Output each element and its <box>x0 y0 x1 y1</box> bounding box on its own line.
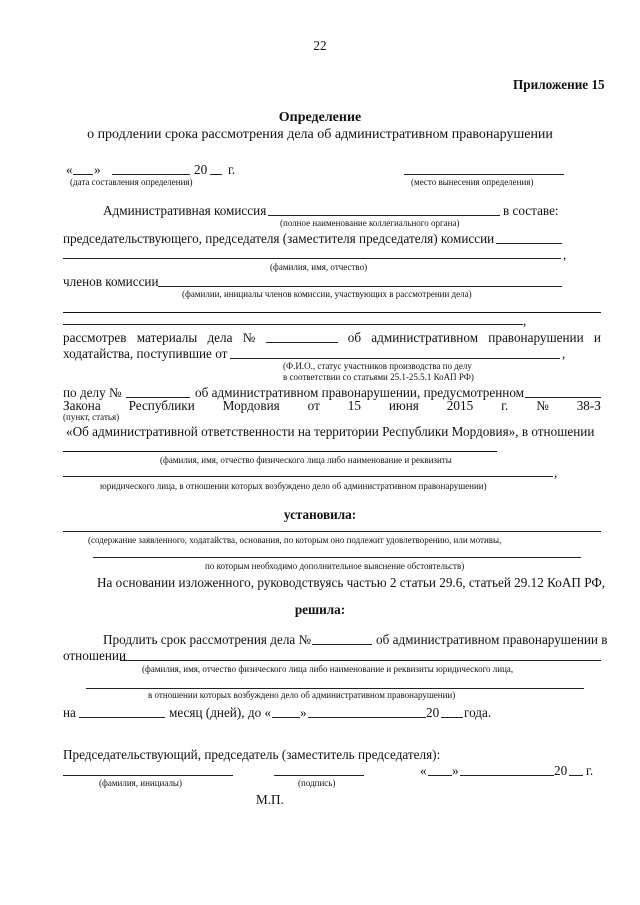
members-label: членов комиссии <box>63 274 159 289</box>
term-mid: » <box>300 705 307 720</box>
extend-suffix: об административном правонарушении в <box>376 632 608 647</box>
petitions-label: ходатайства, поступившие от <box>63 346 228 361</box>
regarding-line[interactable] <box>120 660 601 661</box>
point-caption: (пункт, статья) <box>63 412 120 422</box>
signature-sign-line[interactable] <box>274 775 364 776</box>
year-prefix: 20 <box>194 162 208 177</box>
sig-quote-open: « <box>420 763 427 778</box>
members-line-3[interactable] <box>63 324 523 325</box>
person-line-2[interactable] <box>63 476 553 477</box>
decided-heading: решила: <box>294 602 346 617</box>
place-line[interactable] <box>404 174 564 175</box>
quote-close: » <box>94 162 101 177</box>
term-year-line[interactable] <box>441 717 463 718</box>
term-year: 20 <box>426 705 440 720</box>
members-line-2[interactable] <box>63 312 601 313</box>
basis-text: На основании изложенного, руководствуясь частью 2 статьи 29.6, статьей 29.12 КоАП РФ, <box>97 575 606 590</box>
chair-label: председательствующего, председателя (заместителя председателя) комиссии <box>63 231 495 246</box>
established-heading: установила: <box>283 507 357 522</box>
established-caption-2: по которым необходимо дополнительное выяснение обстоятельств) <box>205 561 465 571</box>
signature-name-caption: (фамилия, инициалы) <box>99 778 182 788</box>
petitions-comma: , <box>562 346 566 361</box>
sig-quote-close: » <box>452 763 459 778</box>
date-caption: (дата составления определения) <box>70 177 193 187</box>
signature-sign-caption: (подпись) <box>298 778 336 788</box>
case-number-line[interactable] <box>266 330 338 343</box>
term-year-suffix: года. <box>464 705 492 720</box>
established-caption-1: (содержание заявленного, ходатайства, основания, по которым оно подлежит удовлетворению, или мотивы, <box>88 535 502 545</box>
stamp-label: М.П. <box>256 792 284 807</box>
sig-year-suffix: г. <box>586 763 594 778</box>
petitions-line[interactable] <box>230 358 560 359</box>
status-caption-2: в соответствии со статьями 25.1-25.5.1 КоАП РФ) <box>283 372 474 382</box>
appendix-label: Приложение 15 <box>513 77 605 92</box>
case-prefix: по делу № <box>63 385 122 400</box>
legal-caption: юридического лица, в отношении которых возбуждено дело об административном правонарушении) <box>100 481 487 491</box>
sig-year: 20 <box>554 763 568 778</box>
year-suffix: г. <box>228 162 236 177</box>
established-line-2[interactable] <box>93 557 581 558</box>
commission-name-line[interactable] <box>268 215 500 216</box>
law-title: «Об административной ответственности на территории Республики Мордовия», в отношении <box>66 424 595 439</box>
decided-person-caption: (фамилия, имя, отчество физического лица либо наименование и реквизиты юридического лица, <box>142 664 514 674</box>
quote-open: « <box>66 162 73 177</box>
members-caption: (фамилии, инициалы членов комиссии, участвующих в рассмотрении дела) <box>182 289 472 299</box>
members-comma: , <box>523 313 527 328</box>
extend-prefix: Продлить срок рассмотрения дела № <box>103 632 312 647</box>
place-caption: (место вынесения определения) <box>411 177 534 187</box>
commission-suffix: в составе: <box>503 203 559 218</box>
case-mid: об административном правонарушении, предусмотренном <box>195 385 525 400</box>
year-line[interactable] <box>210 174 222 175</box>
sig-year-line[interactable] <box>569 775 583 776</box>
status-caption-1: (Ф.И.О., статус участников производства по делу <box>283 361 472 371</box>
decided-legal-caption: в отношении которых возбуждено дело об административном правонарушении) <box>148 690 456 700</box>
person-line-1[interactable] <box>63 451 497 452</box>
decided-line-2[interactable] <box>86 688 584 689</box>
chair-line-2[interactable] <box>63 258 561 259</box>
signature-label: Председательствующий, председатель (заместитель председателя): <box>63 747 441 762</box>
document-subtitle: о продлении срока рассмотрения дела об административном правонарушении <box>87 127 553 142</box>
term-day-line[interactable] <box>272 717 300 718</box>
page-number: 22 <box>313 38 327 53</box>
document-title: Определение <box>278 110 362 125</box>
sig-month-line[interactable] <box>460 775 554 776</box>
term-month-line[interactable] <box>308 717 426 718</box>
month-line[interactable] <box>112 174 190 175</box>
chair-line-1[interactable] <box>496 243 562 244</box>
person-caption: (фамилия, имя, отчество физического лица либо наименование и реквизиты <box>160 455 452 465</box>
day-line[interactable] <box>73 174 93 175</box>
chair-comma: , <box>563 247 567 262</box>
regarding-label: отношении <box>63 648 127 663</box>
chair-caption: (фамилия, имя, отчество) <box>270 262 368 272</box>
commission-name-caption: (полное наименование коллегиального органа) <box>280 218 460 228</box>
term-for: на <box>63 705 76 720</box>
sig-day-line[interactable] <box>428 775 452 776</box>
review-line: рассмотрев материалы дела № об административном правонарушении и <box>63 330 601 345</box>
extend-case-line[interactable] <box>312 644 372 645</box>
term-count-line[interactable] <box>79 717 165 718</box>
person-comma: , <box>554 465 558 480</box>
members-line[interactable] <box>158 286 562 287</box>
commission-prefix: Административная комиссия <box>103 203 267 218</box>
law-line: Закона Республики Мордовия от 15 июня 2015 г. № 38-З <box>63 398 601 413</box>
signature-name-line[interactable] <box>63 775 233 776</box>
term-months: месяц (дней), до « <box>169 705 272 720</box>
established-line-1[interactable] <box>63 531 601 532</box>
